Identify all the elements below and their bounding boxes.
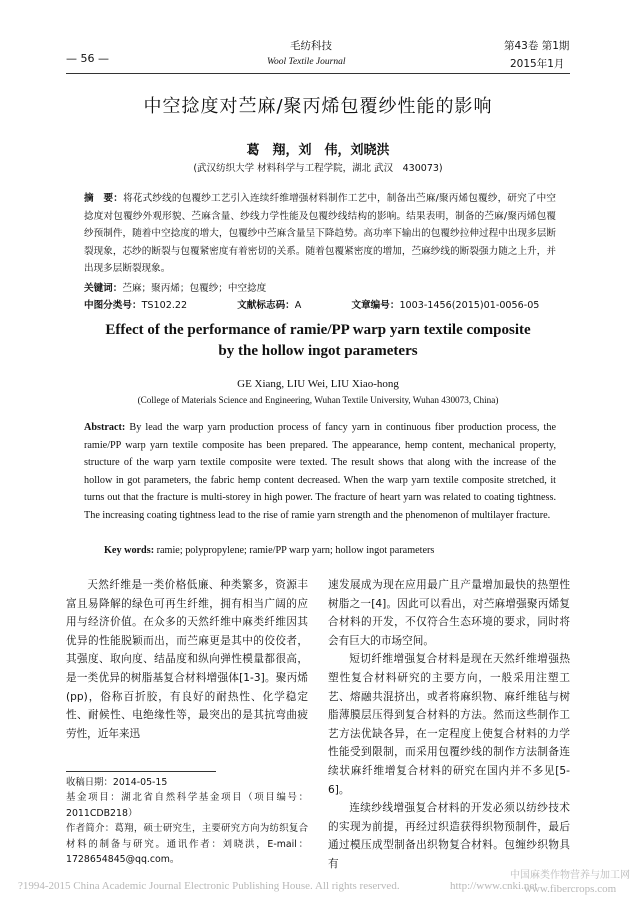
abstract-cn-text: 将花式纱线的包覆纱工艺引入连续纤维增强材料制作工艺中，制备出苎麻/聚丙烯包覆纱，研究了中空捻度对包覆纱外观形貌、苎麻含量、纱线力学性能及包覆纱线结构的影响。结果表明，制备的苎麻/聚丙烯包覆纱预制件，随着中空捻度的增大，包覆纱中苎麻含量呈下降趋势。高功率下输出的包覆纱拉伸过程中出现多层断裂现象，芯纱的断裂与包覆紧密度有着密切的关系。随着包覆紧密度的增加，苎麻纱线的断裂强力随之上升，并出现多层断裂现象。 <box>84 193 557 274</box>
authors-cn: 葛 翔，刘 伟，刘晓洪 <box>246 143 390 158</box>
footnote <box>66 775 308 867</box>
body-left-column <box>66 576 308 743</box>
cnki-url[interactable]: http://www.cnki.net <box>450 880 538 892</box>
footnote-received: 收稿日期：2014-05-15 <box>66 777 168 788</box>
keywords-cn-label: 关键词： <box>84 283 123 294</box>
keywords-cn-text: 苎麻；聚丙烯；包覆纱；中空捻度 <box>122 283 267 294</box>
abstract-en-text: By lead the warp yarn production process of fancy yarn in continuous fiber production process, the ramie/PP warp yarn textile composite has been prepared. The appearance, hemp content, mechanical property, structure of the warp yarn textile composite were texted. The result shows that along with the increase of the hollow in got parameters, the fabric hemp content decreased. When the warp yarn textile composite stretched, it turns out that the fracture is multi-storey in high power. The fracture of heart yarn was related to coating tightness. The increasing coating tightness lead to the rise of ramie yarn strength and the phenomenon of multilayer fracture. <box>84 422 557 521</box>
watermark-cn: 中国麻类作物营养与加工网 <box>510 870 630 881</box>
page-number: — 56 — <box>66 52 109 65</box>
affiliation-cn: (武汉纺织大学 材料科学与工程学院，湖北 武汉 430073) <box>193 163 443 174</box>
journal-name-cn: 毛纺科技 <box>290 40 332 52</box>
header-rule <box>66 73 570 74</box>
article-no-label: 文章编号： <box>351 300 400 311</box>
doc-code-label: 文献标志码： <box>237 300 295 311</box>
footnote-author: 作者简介：葛翔，硕士研究生，主要研究方向为纺织复合材料的制备与研究。通讯作者：刘晓洪，E-mail：1728654845@qq.com。 <box>66 823 308 866</box>
article-title-en-line1: Effect of the performance of ramie/PP warp yarn textile composite <box>105 322 531 338</box>
clc-value: TS102.22 <box>141 300 188 311</box>
journal-name-en: Wool Textile Journal <box>267 57 346 67</box>
classification-line <box>84 297 556 311</box>
body-paragraph: 短切纤维增强复合材料是现在天然纤维增强热塑性复合材料研究的主要方向，一般采用注塑工艺、熔融共混挤出，或者将麻织物、麻纤维毡与树脂薄膜层压得到复合材料的方法。然而这些制作工艺方法优缺各异，在一定程度上使复合材料的力学性能受到限制，而采用包覆纱线的制作方法制备连续状麻纤维增复合材料的研究在国内并不多见[5-6]。 <box>328 653 570 796</box>
abstract-en <box>84 419 556 525</box>
article-title-cn: 中空捻度对苎麻/聚丙烯包覆纱性能的影响 <box>143 96 493 117</box>
article-title-en-line2: by the hollow ingot parameters <box>218 343 418 359</box>
abstract-cn-label: 摘 要： <box>84 193 124 204</box>
abstract-en-label: Abstract: <box>84 422 126 433</box>
article-title-en <box>0 320 636 362</box>
watermark-en: www.fibercrops.com <box>524 883 617 895</box>
body-paragraph: 天然纤维是一类价格低廉、种类繁多，资源丰富且易降解的绿色可再生纤维，拥有相当广阔的应用与经济价值。在众多的天然纤维中麻类纤维因其优异的性能脱颖而出，而苎麻更是其中的佼佼者，其强度、取向度、结晶度和纵向弹性模量都很高，是一类优异的树脂基复合材料增强体[1-3]。聚丙烯(pp)，俗称百折胶，有良好的耐热性、化学稳定性、耐候性、电绝缘性等，最突出的是其抗弯曲疲劳性，近年来迅 <box>66 579 308 740</box>
doc-code-value: A <box>294 300 302 311</box>
copyright-notice: ?1994-2015 China Academic Journal Electronic Publishing House. All rights reserved. <box>18 880 400 892</box>
keywords-en <box>104 545 434 556</box>
article-no-value: 1003-1456(2015)01-0056-05 <box>399 300 540 311</box>
footnote-fund: 基金项目：湖北省自然科学基金项目（项目编号：2011CDB218） <box>66 792 308 819</box>
authors-en: GE Xiang, LIU Wei, LIU Xiao-hong <box>237 378 399 390</box>
keywords-en-text: ramie; polypropylene; ramie/PP warp yarn; hollow ingot parameters <box>156 545 435 556</box>
body-paragraph: 连续纱线增强复合材料的开发必须以纺纱技术的实现为前提，再经过织造获得织物预制件，最后通过模压成型制备出织物复合材料。包缠纱织物具有 <box>328 802 570 870</box>
body-paragraph: 速发展成为现在应用最广且产量增加最快的热塑性树脂之一[4]。因此可以看出，对苎麻增强聚丙烯复合材料的开发，不仅符合生态环境的要求，同时将会有巨大的市场空间。 <box>328 579 570 647</box>
affiliation-en: (College of Materials Science and Engineering, Wuhan Textile University, Wuhan 430073, China) <box>137 395 499 405</box>
keywords-en-label: Key words: <box>104 545 155 556</box>
volume-issue: 第43卷 第1期 <box>504 40 570 52</box>
body-right-column <box>328 576 570 874</box>
abstract-cn <box>84 190 556 278</box>
keywords-cn <box>84 280 266 294</box>
clc-label: 中图分类号： <box>84 300 142 311</box>
issue-date: 2015年1月 <box>510 58 565 70</box>
footnote-rule <box>66 771 216 772</box>
